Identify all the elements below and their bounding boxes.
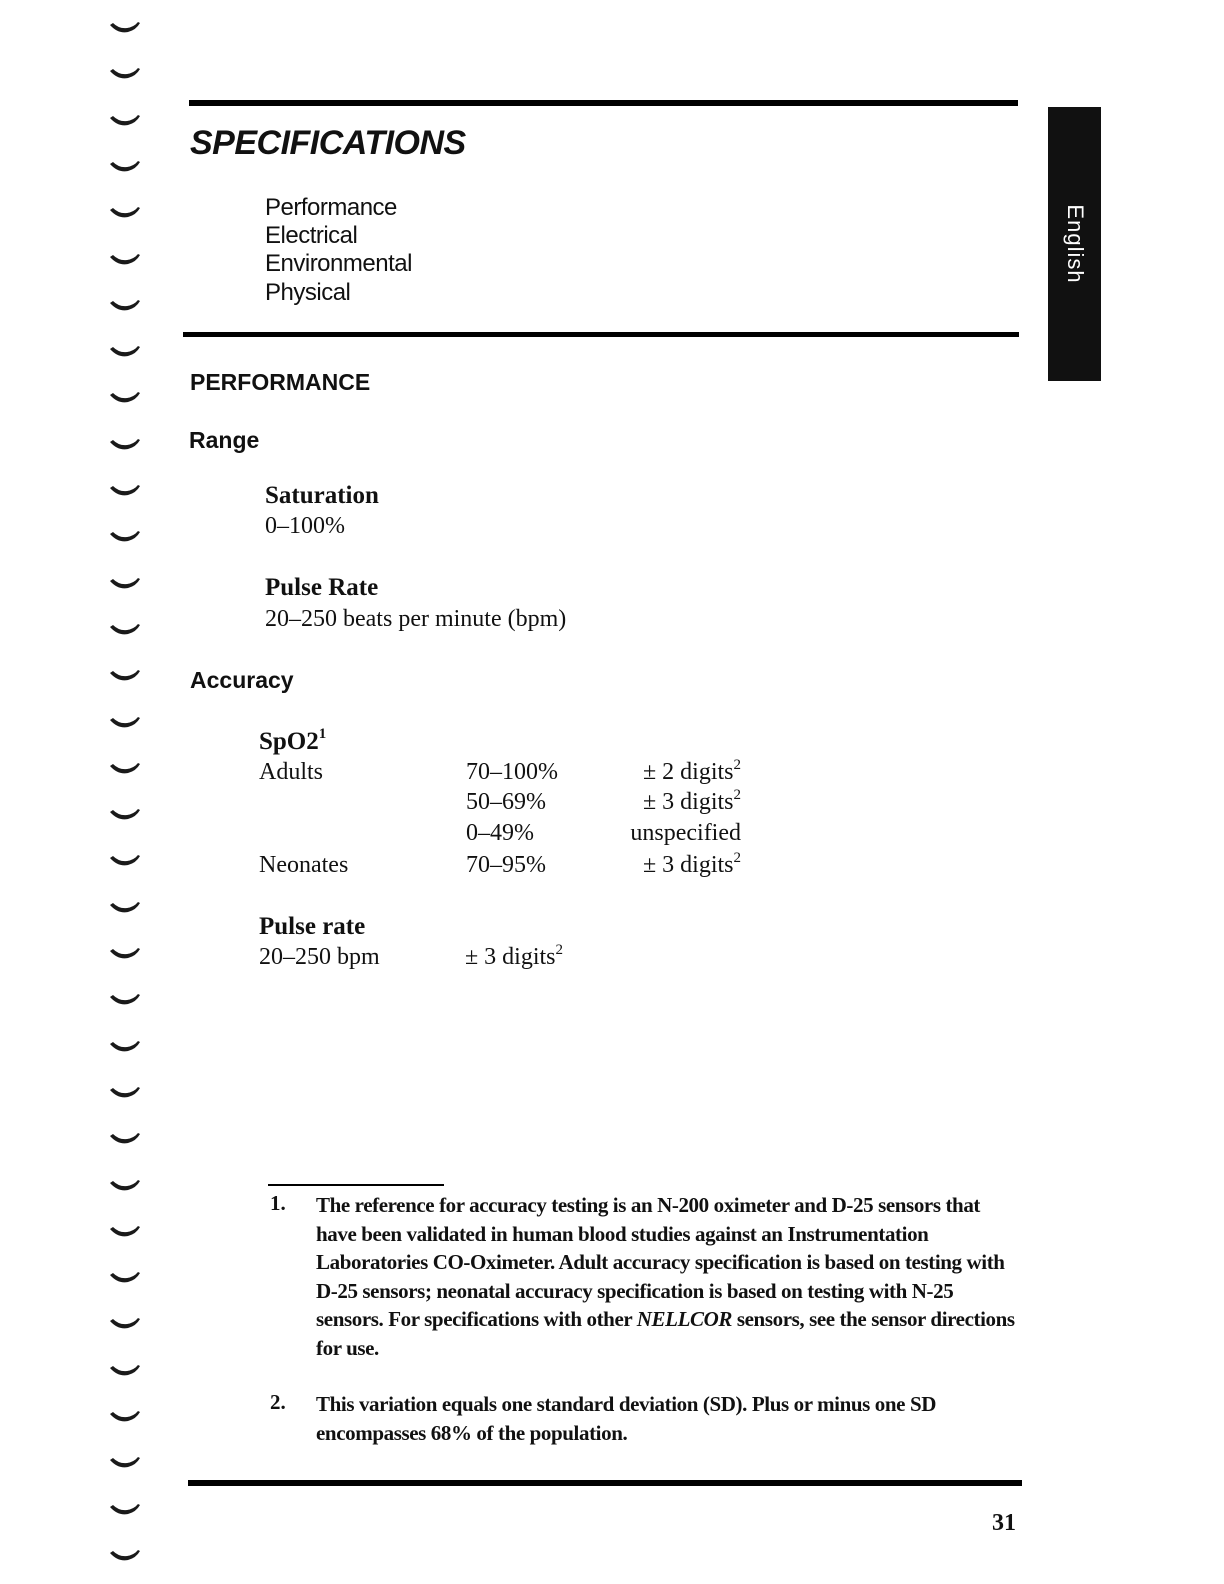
binding-coil xyxy=(108,946,142,962)
range-heading: Range xyxy=(189,427,260,453)
binding-coil xyxy=(108,1270,142,1286)
binding-coil xyxy=(108,159,142,175)
binding-coil xyxy=(108,992,142,1008)
binding-coil xyxy=(108,761,142,777)
section-heading: PERFORMANCE xyxy=(190,369,371,395)
spo2-accuracy-text: ± 3 digits xyxy=(642,789,734,815)
spo2-accuracy xyxy=(630,820,741,847)
spo2-accuracy-text: ± 3 digits xyxy=(642,852,734,878)
spiral-binding xyxy=(108,0,148,1584)
binding-coil xyxy=(108,853,142,869)
footnote-number: 2. xyxy=(270,1390,286,1414)
footnote-text xyxy=(316,1390,1016,1447)
binding-coil xyxy=(108,900,142,916)
footnote-separator xyxy=(268,1184,444,1186)
pulse-rate-value: 20–250 beats per minute (bpm) xyxy=(265,606,567,632)
footnote-text-part: This variation equals one standard deviation (SD). Plus or minus one SD encompasses 68% of the population. xyxy=(316,1392,936,1445)
toc-item-electrical: Electrical xyxy=(265,222,358,249)
spo2-accuracy xyxy=(643,789,741,816)
footnote-ref: 2 xyxy=(733,787,741,803)
binding-coil xyxy=(108,298,142,314)
footnote-number: 1. xyxy=(270,1191,286,1215)
binding-coil xyxy=(108,1178,142,1194)
toc-item-environmental: Environmental xyxy=(265,250,412,277)
accuracy-heading: Accuracy xyxy=(190,667,294,693)
pulse-rate-accuracy-range: 20–250 bpm xyxy=(259,944,380,970)
spo2-group-label: Adults xyxy=(259,759,324,785)
binding-coil xyxy=(108,529,142,545)
binding-coil xyxy=(108,1455,142,1471)
footnote-ref: 2 xyxy=(733,850,741,866)
binding-coil xyxy=(108,252,142,268)
binding-coil xyxy=(108,390,142,406)
footnote-ref: 1 xyxy=(318,726,327,742)
binding-coil xyxy=(108,807,142,823)
binding-coil xyxy=(108,437,142,453)
footnote-text-part: The reference for accuracy testing is an N-200 oximeter and D-25 sensors that have been validated in human blood studies against an Instrumentation Laboratories CO-Oximeter. Adult accuracy specification is based on testing with D-25 sensors; neonatal accuracy specification is based on testing with N-25 sensors. For specifications with other xyxy=(316,1193,1005,1331)
spo2-label-text: SpO2 xyxy=(259,728,319,755)
section-rule xyxy=(183,332,1019,337)
language-tab xyxy=(1048,107,1101,381)
spo2-range: 70–100% xyxy=(466,759,558,785)
binding-coil xyxy=(108,66,142,82)
binding-coil xyxy=(108,1363,142,1379)
page-title: SPECIFICATIONS xyxy=(190,124,466,162)
bottom-rule xyxy=(188,1480,1022,1486)
spo2-range: 50–69% xyxy=(466,789,546,815)
footnote-text-part: sensors, see the sensor directions for use. xyxy=(316,1307,1015,1360)
saturation-label: Saturation xyxy=(265,482,379,509)
binding-coil xyxy=(108,1409,142,1425)
spo2-accuracy xyxy=(643,759,741,786)
binding-coil xyxy=(108,1548,142,1564)
toc-item-performance: Performance xyxy=(265,194,397,221)
footnote-ref: 2 xyxy=(555,942,564,958)
spo2-range: 70–95% xyxy=(466,852,546,878)
binding-coil xyxy=(108,113,142,129)
page-number: 31 xyxy=(992,1510,1016,1536)
spo2-range: 0–49% xyxy=(466,820,534,846)
footnote-ref: 2 xyxy=(733,757,741,773)
spo2-accuracy-text: unspecified xyxy=(630,820,741,846)
spo2-label xyxy=(259,728,326,756)
top-rule xyxy=(189,100,1018,106)
toc-item-physical: Physical xyxy=(265,279,351,306)
binding-coil xyxy=(108,622,142,638)
binding-coil xyxy=(108,1039,142,1055)
pulse-rate-label: Pulse Rate xyxy=(265,574,379,601)
binding-coil xyxy=(108,483,142,499)
binding-coil xyxy=(108,1316,142,1332)
binding-coil xyxy=(108,576,142,592)
saturation-value: 0–100% xyxy=(265,513,345,539)
pulse-rate-accuracy-value xyxy=(465,944,563,971)
brand-name: NELLCOR xyxy=(636,1307,732,1331)
spo2-accuracy xyxy=(643,852,741,879)
binding-coil xyxy=(108,344,142,360)
language-tab-label: English xyxy=(1062,204,1088,284)
spo2-group-label: Neonates xyxy=(259,852,349,878)
spo2-accuracy-text: ± 2 digits xyxy=(642,759,734,785)
footnote-text xyxy=(316,1191,1016,1362)
binding-coil xyxy=(108,1085,142,1101)
pulse-rate-accuracy-text: ± 3 digits xyxy=(465,944,556,970)
binding-coil xyxy=(108,20,142,36)
binding-coil xyxy=(108,715,142,731)
binding-coil xyxy=(108,1224,142,1240)
pulse-rate-accuracy-label: Pulse rate xyxy=(259,913,366,940)
binding-coil xyxy=(108,668,142,684)
binding-coil xyxy=(108,1502,142,1518)
binding-coil xyxy=(108,1131,142,1147)
binding-coil xyxy=(108,205,142,221)
